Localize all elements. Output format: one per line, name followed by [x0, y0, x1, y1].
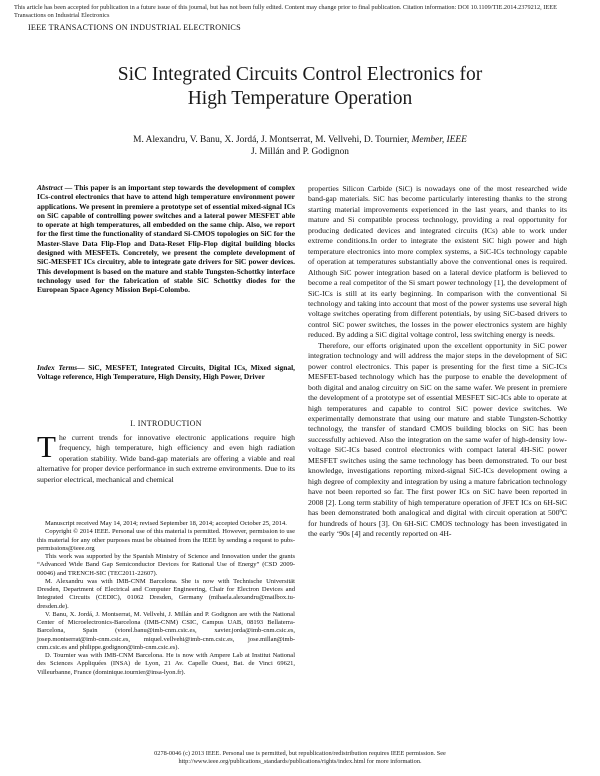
authors-names: M. Alexandru, V. Banu, X. Jordá, J. Montserrat, M. Vellvehi, D. Tournier,	[133, 135, 410, 145]
abstract	[37, 183, 295, 295]
abstract-label: Abstract	[37, 183, 63, 192]
footnote-affiliation: M. Alexandru was with IMB-CNM Barcelona. She is now with Technische Universität Dresden, Department of Electrical and Computer Engineering, Chair for Electron Devices and Integrated Circuits (CEDIC), 01062 Dresden, Germany (mihaela.alexandru@mailbox.tu-dresden.de).	[37, 577, 295, 610]
index-terms-label: Index Terms	[37, 363, 78, 372]
journal-name: IEEE TRANSACTIONS ON INDUSTRIAL ELECTRONICS	[28, 23, 241, 32]
right-column-body	[308, 184, 567, 539]
copyright-footer-line-1: 0278-0046 (c) 2013 IEEE. Personal use is permitted, but republication/redistribution requires IEEE permission. See	[154, 750, 446, 757]
index-terms	[37, 363, 295, 382]
footnote-copyright: Copyright © 2014 IEEE. Personal use of this material is permitted. However, permission to use this material for any other purposes must be obtained from the IEEE by sending a request to pubs-permissions@ieee.org	[37, 528, 295, 552]
introduction-paragraph	[37, 429, 295, 485]
copyright-footer-link[interactable]: http://www.ieee.org/publications_standards/publications/rights/index.html for more information.	[178, 758, 422, 765]
paper-title	[0, 63, 600, 111]
authors-line-1	[40, 134, 560, 146]
footnote-manuscript: Manuscript received May 14, 2014; revised September 18, 2014; accepted October 25, 2014.	[45, 520, 287, 527]
footnotes	[37, 520, 295, 677]
footnote-affiliation: V. Banu, X. Jordá, J. Montserrat, M. Vellvehi, J. Millán and P. Godignon are with the National Center of Microelectronics-Barcelona (IMB-CNM) CSIC, Campus UAB, 08193 Bellaterra-Barcelona, Spain (viorel.banu@imb-cnm.csic.es, xavier.jorda@imb-cnm.csic.es, josep.montserrat@imb-cnm.csic.es, miquel.vellvehi@imb-cnm.csic.es, jose.millan@imb-cnm.csic.es and philippe.godignon@imb-cnm.csic.es).	[37, 610, 295, 651]
drop-cap: T	[37, 429, 56, 464]
index-terms-text: — SiC, MESFET, Integrated Circuits, Digital ICs, Mixed signal, Voltage reference, High Temperature, High Density, High Power, Driver	[37, 363, 295, 382]
title-line-1: SiC Integrated Circuits Control Electronics for	[117, 64, 483, 85]
body-paragraph: properties Silicon Carbide (SiC) is nowadays one of the most researched wide band-gap materials. SiC has become particularly interesting thanks to the strong starting material improvements experienced in the last years, and thanks to its mature and Si compatible process technology, providing a real opportunity for producing dedicated devices and integrated circuits (ICs) able to work under extreme conditions.In order to integrate the existent SiC high power and high temperature electronics into more complex systems, a SiC-ICs technology capable of operation at temperatures substantially above the conventional ones is required. Although SiC power integration based on a lateral device platform is believed to become a real competitor of the Si smart power technology [1], the development of SiC-ICs is still at its early beginning. In comparison with the conventional Si technology and taking into account that most of the power systems use several high voltage switches operating from different potentials, by using SiC-based drivers to control SiC power switches, the losses in the power electronics system are highly reduced. By adding a SiC digital voltage control, less switching energy is needs.	[308, 184, 567, 340]
section-heading-introduction: I. INTRODUCTION	[130, 419, 202, 428]
footnote-funding: This work was supported by the Spanish Ministry of Science and Innovation under the grants “Advanced Wide Band Gap Semiconductor Devices for Rational Use of Energy” (CSD 2009-00046) and TRENCH-SIC (TEC2011-22607).	[37, 553, 295, 577]
abstract-text: — This paper is an important step towards the development of complex ICs-control electronics that have to attend high temperature environment power applications. We present in premiere a prototype set of essential mixed-signal ICs on SiC capable of controlling power switches and a lateral power MESFET able to operate at high temperatures, all embedded on the same chip. Also, we report for the first time the functionality of standard Si-CMOS topologies on SiC for the Master-Slave Data Flip-Flop and Data-Reset Flip-Flop digital building blocks designed with MESFETs. Concretely, we present the complete development of SiC-MESFET ICs circuitry, able to integrate gate drivers for SiC power devices. This development is based on the mature and stable Tungsten-Schottky interface technology used for the fabrication of stable SiC Schottky diodes for the European Space Agency Mission Bepi-Colombo.	[37, 183, 295, 295]
prepublication-notice: This article has been accepted for publication in a future issue of this journal, but has not been fully edited. Content may change prior to final publication. Citation information: DOI 10.1109/TIE.2014.2379212, IEEE Transactions on Industrial Electronics	[14, 4, 557, 19]
body-paragraph: Therefore, our efforts originated upon the excellent opportunity in SiC power integration technology and will address the major steps in the development of SiC power control electronics. This paper is presenting for the first time a SiC-ICs MESFET-based technology which has the purpose to enable the development of both digital and analog circuitry on SiC on the same wafer. We present in premiere the development of a prototype set of essential MESFET SiC-ICs able to operate at high temperatures and capable to control SiC power device switches. We experimentally demonstrate that using our mature and stable Tungsten-Schottky technology, the transfer of standard CMOS building blocks on SiC has been successfully achieved. Also the integration on the same wafer of high-density low-voltage SiC-ICs based control electronics with compact lateral 4H-SiC power MESFET switches using the same technology has been demonstrated. To our best knowledge, investigations reporting mixed-signal SiC-ICs development owing a high degree of complexity and integration by using a mature fabrication technology have not been reported so far. The first power ICs on SiC have been reported in 2008 [2]. Long term stability of high temperature operation of JFET ICs on 6H-SiC has been demonstrated both analogical and digital with circuit operation at 500ºC for hundreds of hours [3]. On 6H-SiC CMOS technology has been investigated in the early ‘90s [4] and recently reported on 4H-	[308, 340, 567, 538]
copyright-footer	[0, 750, 600, 766]
authors-membership: Member, IEEE	[411, 135, 467, 145]
title-line-2: High Temperature Operation	[187, 88, 413, 109]
introduction-text: he current trends for innovative electronic applications require high frequency, high temperature, high efficiency and even high radiation operation stability. Wide band-gap materials are offering a viable and real alternative for proper device performance in such extreme environments. Due to its superior electrical, mechanical and chemical	[37, 433, 295, 484]
authors-line-2: J. Millán and P. Godignon	[251, 147, 349, 157]
footnote-affiliation: D. Tournier was with IMB-CNM Barcelona. He is now with Ampere Lab at Institut National des Sciences Appliquées (INSA) de Lyon, 21 Av. Capelle Ouest, Bat. de Vinci 69621, Villeurbanne, France (dominique.tournier@insa-lyon.fr).	[37, 652, 295, 676]
author-list	[40, 134, 560, 158]
